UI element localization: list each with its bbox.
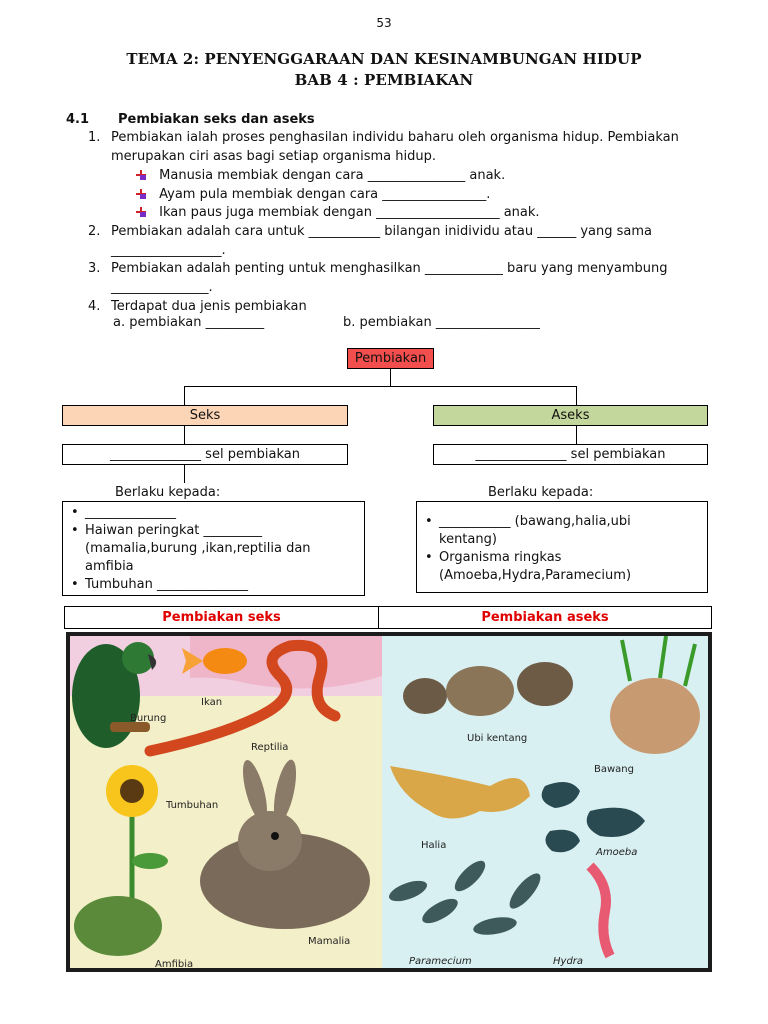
aseks-list-box: [416, 501, 708, 593]
aseks-list-item: • Organisma ringkas: [417, 549, 707, 567]
item-4-line-1: Terdapat dua jenis pembiakan: [111, 299, 307, 314]
table-header-seks: [64, 606, 379, 629]
item-2-line-1: Pembiakan adalah cara untuk ___________ bilangan inidividu atau ______ yang sama: [111, 224, 653, 239]
aseks-cell-box: [433, 444, 708, 465]
table-header-seks-label: Pembiakan seks: [162, 610, 281, 625]
seks-box: [62, 405, 348, 426]
connector-line: [576, 426, 577, 444]
page-number: 53: [376, 16, 392, 30]
seks-label: Seks: [189, 408, 221, 423]
photo-label-halia: Halia: [421, 840, 447, 851]
photo-label-ikan: Ikan: [201, 697, 223, 708]
aseks-cell-text: ______________ sel pembiakan: [475, 447, 666, 462]
seks-list-item: • Tumbuhan ______________: [63, 576, 364, 594]
seks-list-item: • Haiwan peringkat _________: [63, 522, 364, 540]
item-3-line-2: _______________.: [111, 280, 213, 295]
photo-label-ubi-kentang: Ubi kentang: [467, 733, 528, 744]
bullet-text-1: Manusia membiak dengan cara _______________ anak.: [159, 168, 506, 183]
root-label: Pembiakan: [354, 351, 427, 366]
item-4-b: b. pembiakan ________________: [343, 315, 540, 330]
aseks-list-item: • ___________ (bawang,halia,ubi: [417, 513, 707, 531]
photo-label-tumbuhan: Tumbuhan: [166, 800, 219, 811]
photo-label-amfibia: Amfibia: [155, 959, 194, 970]
aseks-list-cont: (Amoeba,Hydra,Paramecium): [439, 568, 632, 583]
photo-label-mamalia: Mamalia: [308, 936, 351, 947]
item-2-line-2: _________________.: [111, 243, 226, 258]
seks-list-box: [62, 501, 365, 596]
arrow-bullet-icon: [136, 187, 146, 197]
bullet-row-1: [136, 167, 505, 185]
aseks-applies-label: Berlaku kepada:: [488, 485, 594, 500]
seks-list-cont: amfibia: [85, 559, 134, 574]
photo-label-paramecium: Paramecium: [409, 956, 472, 967]
item-4-number: 4.: [88, 299, 101, 314]
photo-label-burung: Burung: [130, 713, 167, 724]
item-4-a: a. pembiakan _________: [113, 315, 265, 330]
item-1-number: 1.: [88, 130, 101, 145]
bullet-row-2: [136, 186, 490, 204]
item-1-line-2: merupakan ciri asas bagi setiap organisma hidup.: [111, 149, 437, 164]
connector-line: [576, 386, 577, 405]
connector-line: [184, 386, 185, 405]
item-1-line-1: Pembiakan ialah proses penghasilan individu baharu oleh organisma hidup. Pembiakan: [111, 130, 679, 145]
bullet-row-3: [136, 204, 540, 222]
bullet-text-3: Ikan paus juga membiak dengan ___________________ anak.: [159, 205, 540, 220]
arrow-bullet-icon: [136, 168, 146, 178]
aseks-label: Aseks: [551, 408, 590, 423]
photo-label-bawang: Bawang: [594, 764, 634, 775]
photo-label-hydra: Hydra: [553, 956, 584, 967]
arrow-bullet-icon: [136, 205, 146, 215]
chapter-title: TEMA 2: PENYENGGARAAN DAN KESINAMBUNGAN HIDUP: [126, 50, 642, 68]
root-box: [347, 348, 434, 369]
aseks-list-cont: kentang): [439, 532, 497, 547]
table-header-aseks-label: Pembiakan aseks: [481, 610, 609, 625]
connector-line: [184, 465, 185, 483]
frog-illustration: [74, 896, 162, 956]
section-number: 4.1: [66, 112, 90, 127]
reproduction-photo-collage: [66, 632, 712, 972]
section-heading: Pembiakan seks dan aseks: [118, 112, 315, 127]
seks-applies-label: Berlaku kepada:: [115, 485, 221, 500]
photo-label-reptilia: Reptilia: [251, 742, 289, 753]
bullet-text-2: Ayam pula membiak dengan cara ________________.: [159, 187, 491, 202]
connector-line: [184, 426, 185, 444]
chapter-subtitle: BAB 4 : PEMBIAKAN: [294, 71, 474, 89]
connector-line: [184, 386, 577, 387]
seks-list-cont: (mamalia,burung ,ikan,reptilia dan: [85, 541, 311, 556]
aseks-box: [433, 405, 708, 426]
item-2-number: 2.: [88, 224, 101, 239]
photo-label-amoeba: Amoeba: [596, 847, 638, 858]
table-header-aseks: [378, 606, 712, 629]
seks-list-item: • ______________: [63, 504, 364, 522]
seks-cell-text: ______________ sel pembiakan: [110, 447, 300, 462]
connector-line: [390, 369, 391, 387]
seks-cell-box: [62, 444, 348, 465]
item-3-number: 3.: [88, 261, 101, 276]
item-3-line-1: Pembiakan adalah penting untuk menghasilkan ____________ baru yang menyambung: [111, 261, 668, 276]
